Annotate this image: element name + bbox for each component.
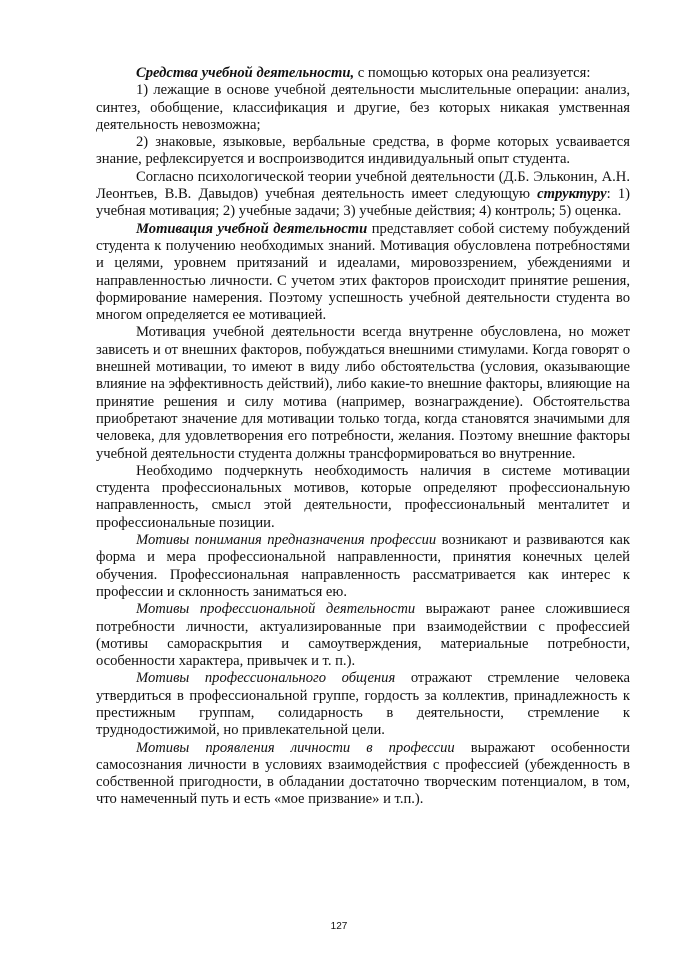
paragraph — [96, 169, 630, 221]
text-run: представляет собой систему побуждений студента к получению необходимых знаний. Мотивация обусловлена потребностями и целями, уровнем притязаний и идеалами, мировоззрением, убеждениями и направленностью личности. С учетом этих факторов происходит принятие решения, формирование намерения. Поэтому успешность учебной деятельности студента во многом определяется ее мотивацией. — [96, 220, 630, 324]
text-run: отражают стремление человека утвердиться в профессиональной группе, гордость за коллектив, принадлежность к престижным группам, солидарность в деятельности, стремление к труднодостижимой, но привлекательной цели. — [96, 670, 630, 739]
emphasis-term: Средства учебной деятельности, — [136, 65, 355, 81]
text-run: Необходимо подчеркнуть необходимость наличия в системе мотивации студента профессиональных мотивов, которые определяют профессиональную направленность, смысл этой деятельности, профессиональный менталитет и профессиональные позиции. — [96, 462, 630, 531]
emphasis-term: Мотивация учебной деятельности — [136, 220, 368, 237]
paragraph — [96, 532, 630, 601]
text-run: возникают и развиваются как форма и мера профессиональной направленности, принятия конечных целей обучения. Профессиональная направленность рассматривается как интерес к профессии и склонность заниматься ею. — [96, 532, 630, 600]
paragraph — [96, 740, 630, 809]
text-run: : 1) учебная мотивация; 2) учебные задачи; 3) учебные действия; 4) контроль; 5) оценка. — [96, 186, 630, 220]
text-run: 2) знаковые, языковые, вербальные средства, в форме которых усваивается знание, рефлексируется и воспроизводится индивидуальный опыт студента. — [96, 134, 630, 168]
text-run: Согласно психологической теории учебной деятельности (Д.Б. Эльконин, А.Н. Леонтьев, В.В. Давыдов) учебная деятельность имеет следующую — [96, 168, 630, 203]
text-run: 1) лежащие в основе учебной деятельности мыслительные операции: анализ, синтез, обобщение, классификация и другие, без которых никакая умственная деятельность невозможна; — [96, 82, 630, 133]
italic-term: Мотивы профессиональной деятельности — [136, 601, 416, 618]
italic-term: Мотивы проявления личности в профессии — [136, 739, 455, 756]
text-run: выражают особенности самосознания личности в условиях взаимодействия с профессией (убежденность в собственной пригодности, в обладании достаточно творческим потенциалом, в том, что намеченный путь и есть «мое призвание» и т.п.). — [96, 739, 630, 808]
paragraph — [96, 670, 630, 739]
paragraph — [96, 134, 630, 169]
text-run: с помощью которых она реализуется: — [354, 65, 591, 81]
paragraph — [96, 601, 630, 670]
italic-term: Мотивы понимания предназначения профессии — [136, 532, 437, 549]
text-run: Мотивация учебной деятельности всегда внутренне обусловлена, но может зависеть и от внешних факторов, побуждаться внешними стимулами. Когда говорят о внешней мотивации, то имеют в виду либо обстоятельства (условия, оказывающие влияние на эффективность действий), либо какие-то внешние факторы, влияющие на принятие решения и силу мотива (например, вознаграждение). Обстоятельства приобретают значение для мотивации только тогда, когда становятся значимыми для человека, для удовлетворения его потребности, желания. Поэтому внешние факторы учебной деятельности студента должны трансформироваться во внутренние. — [96, 324, 630, 462]
paragraph — [96, 221, 630, 325]
text-run: выражают ранее сложившиеся потребности личности, актуализированные при взаимодействии с профессией (мотивы самораскрытия и самоутверждения, материальные потребности, особенности характера, привычек и т. п.). — [96, 601, 630, 670]
paragraph — [96, 65, 630, 82]
italic-term: Мотивы профессионального общения — [136, 670, 396, 687]
paragraph — [96, 82, 630, 134]
emphasis-term: структуру — [537, 186, 607, 203]
page-number: 127 — [330, 921, 348, 932]
body-text — [96, 65, 630, 809]
paragraph — [96, 324, 630, 462]
paragraph — [96, 463, 630, 532]
